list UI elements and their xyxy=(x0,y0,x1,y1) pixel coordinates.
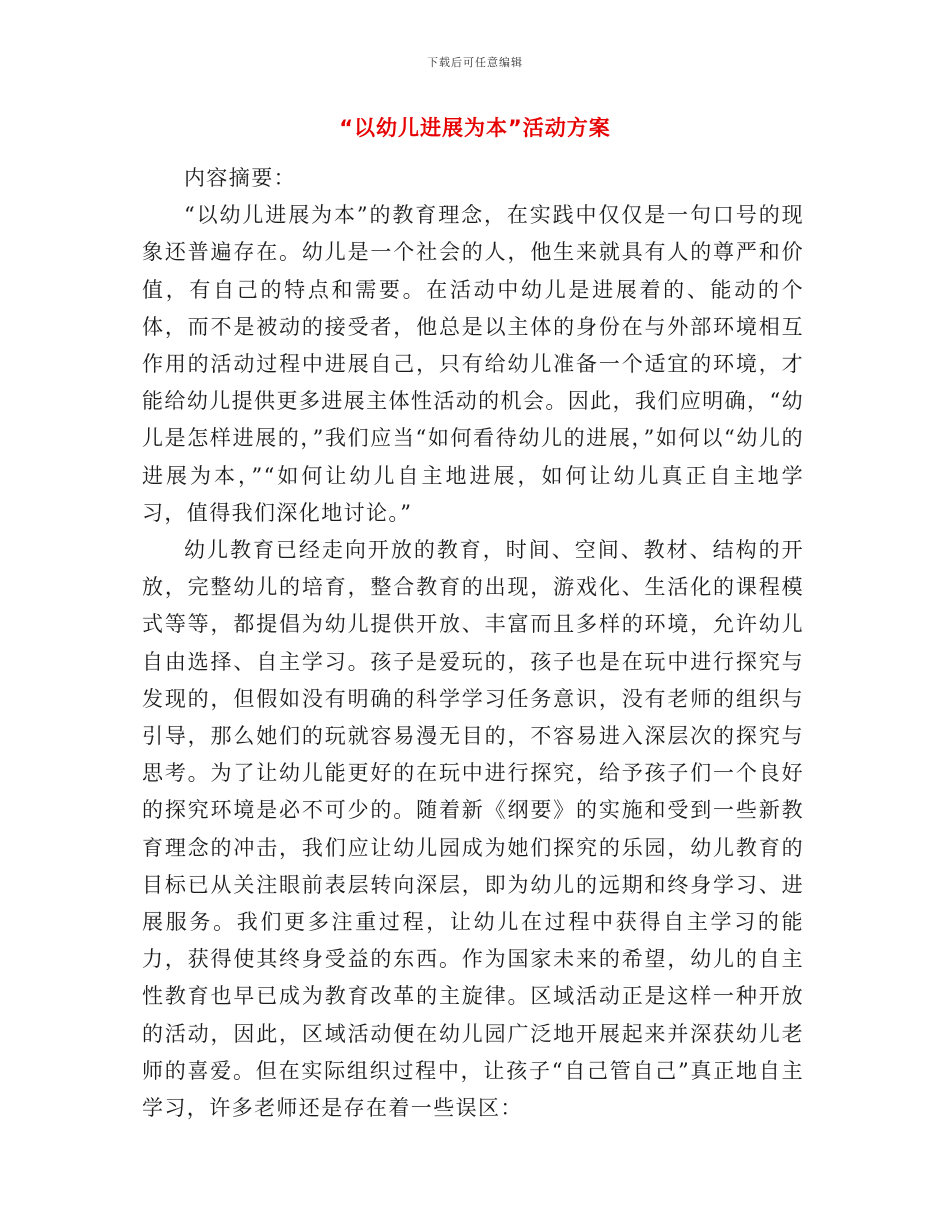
abstract-heading: 内容摘要： xyxy=(184,166,296,190)
body-paragraph: 幼儿教育已经走向开放的教育，时间、空间、教材、结构的开放，完整幼儿的培育，整合教育的出现，游戏化、生活化的课程模式等等，都提倡为幼儿提供开放、丰富而且多样的环境，允许幼儿自由选择、自主学习。孩子是爱玩的，孩子也是在玩中进行探究与发现的，但假如没有明确的科学学习任务意识，没有老师的组织与引导，那么她们的玩就容易漫无目的，不容易进入深层次的探究与思考。为了让幼儿能更好的在玩中进行探究，给予孩子们一个良好的探究环境是必不可少的。随着新《纲要》的实施和受到一些新教育理念的冲击，我们应让幼儿园成为她们探究的乐园，幼儿教育的目标已从关注眼前表层转向深层，即为幼儿的远期和终身学习、进展服务。我们更多注重过程，让幼儿在过程中获得自主学习的能力，获得使其终身受益的东西。作为国家未来的希望，幼儿的自主性教育也早已成为教育改革的主旋律。区域活动正是这样一种开放的活动，因此，区域活动便在幼儿园广泛地开展起来并深获幼儿老师的喜爱。但在实际组织过程中，让孩子“自己管自己”真正地自主学习，许多老师还是存在着一些误区： xyxy=(142,538,804,1121)
document-body xyxy=(142,160,804,1127)
page-header-note: 下载后可任意编辑 xyxy=(427,56,523,69)
document-title: “以幼儿进展为本”活动方案 xyxy=(339,116,611,140)
body-paragraph: “以幼儿进展为本”的教育理念，在实践中仅仅是一句口号的现象还普遍存在。幼儿是一个社会的人，他生来就具有人的尊严和价值，有自己的特点和需要。在活动中幼儿是进展着的、能动的个体，而不是被动的接受者，他总是以主体的身份在与外部环境相互作用的活动过程中进展自己，只有给幼儿准备一个适宜的环境，才能给幼儿提供更多进展主体性活动的机会。因此，我们应明确，“幼儿是怎样进展的，”我们应当“如何看待幼儿的进展，”如何以“幼儿的进展为本，”“如何让幼儿自主地进展，如何让幼儿真正自主地学习，值得我们深化地讨论。” xyxy=(142,203,804,525)
